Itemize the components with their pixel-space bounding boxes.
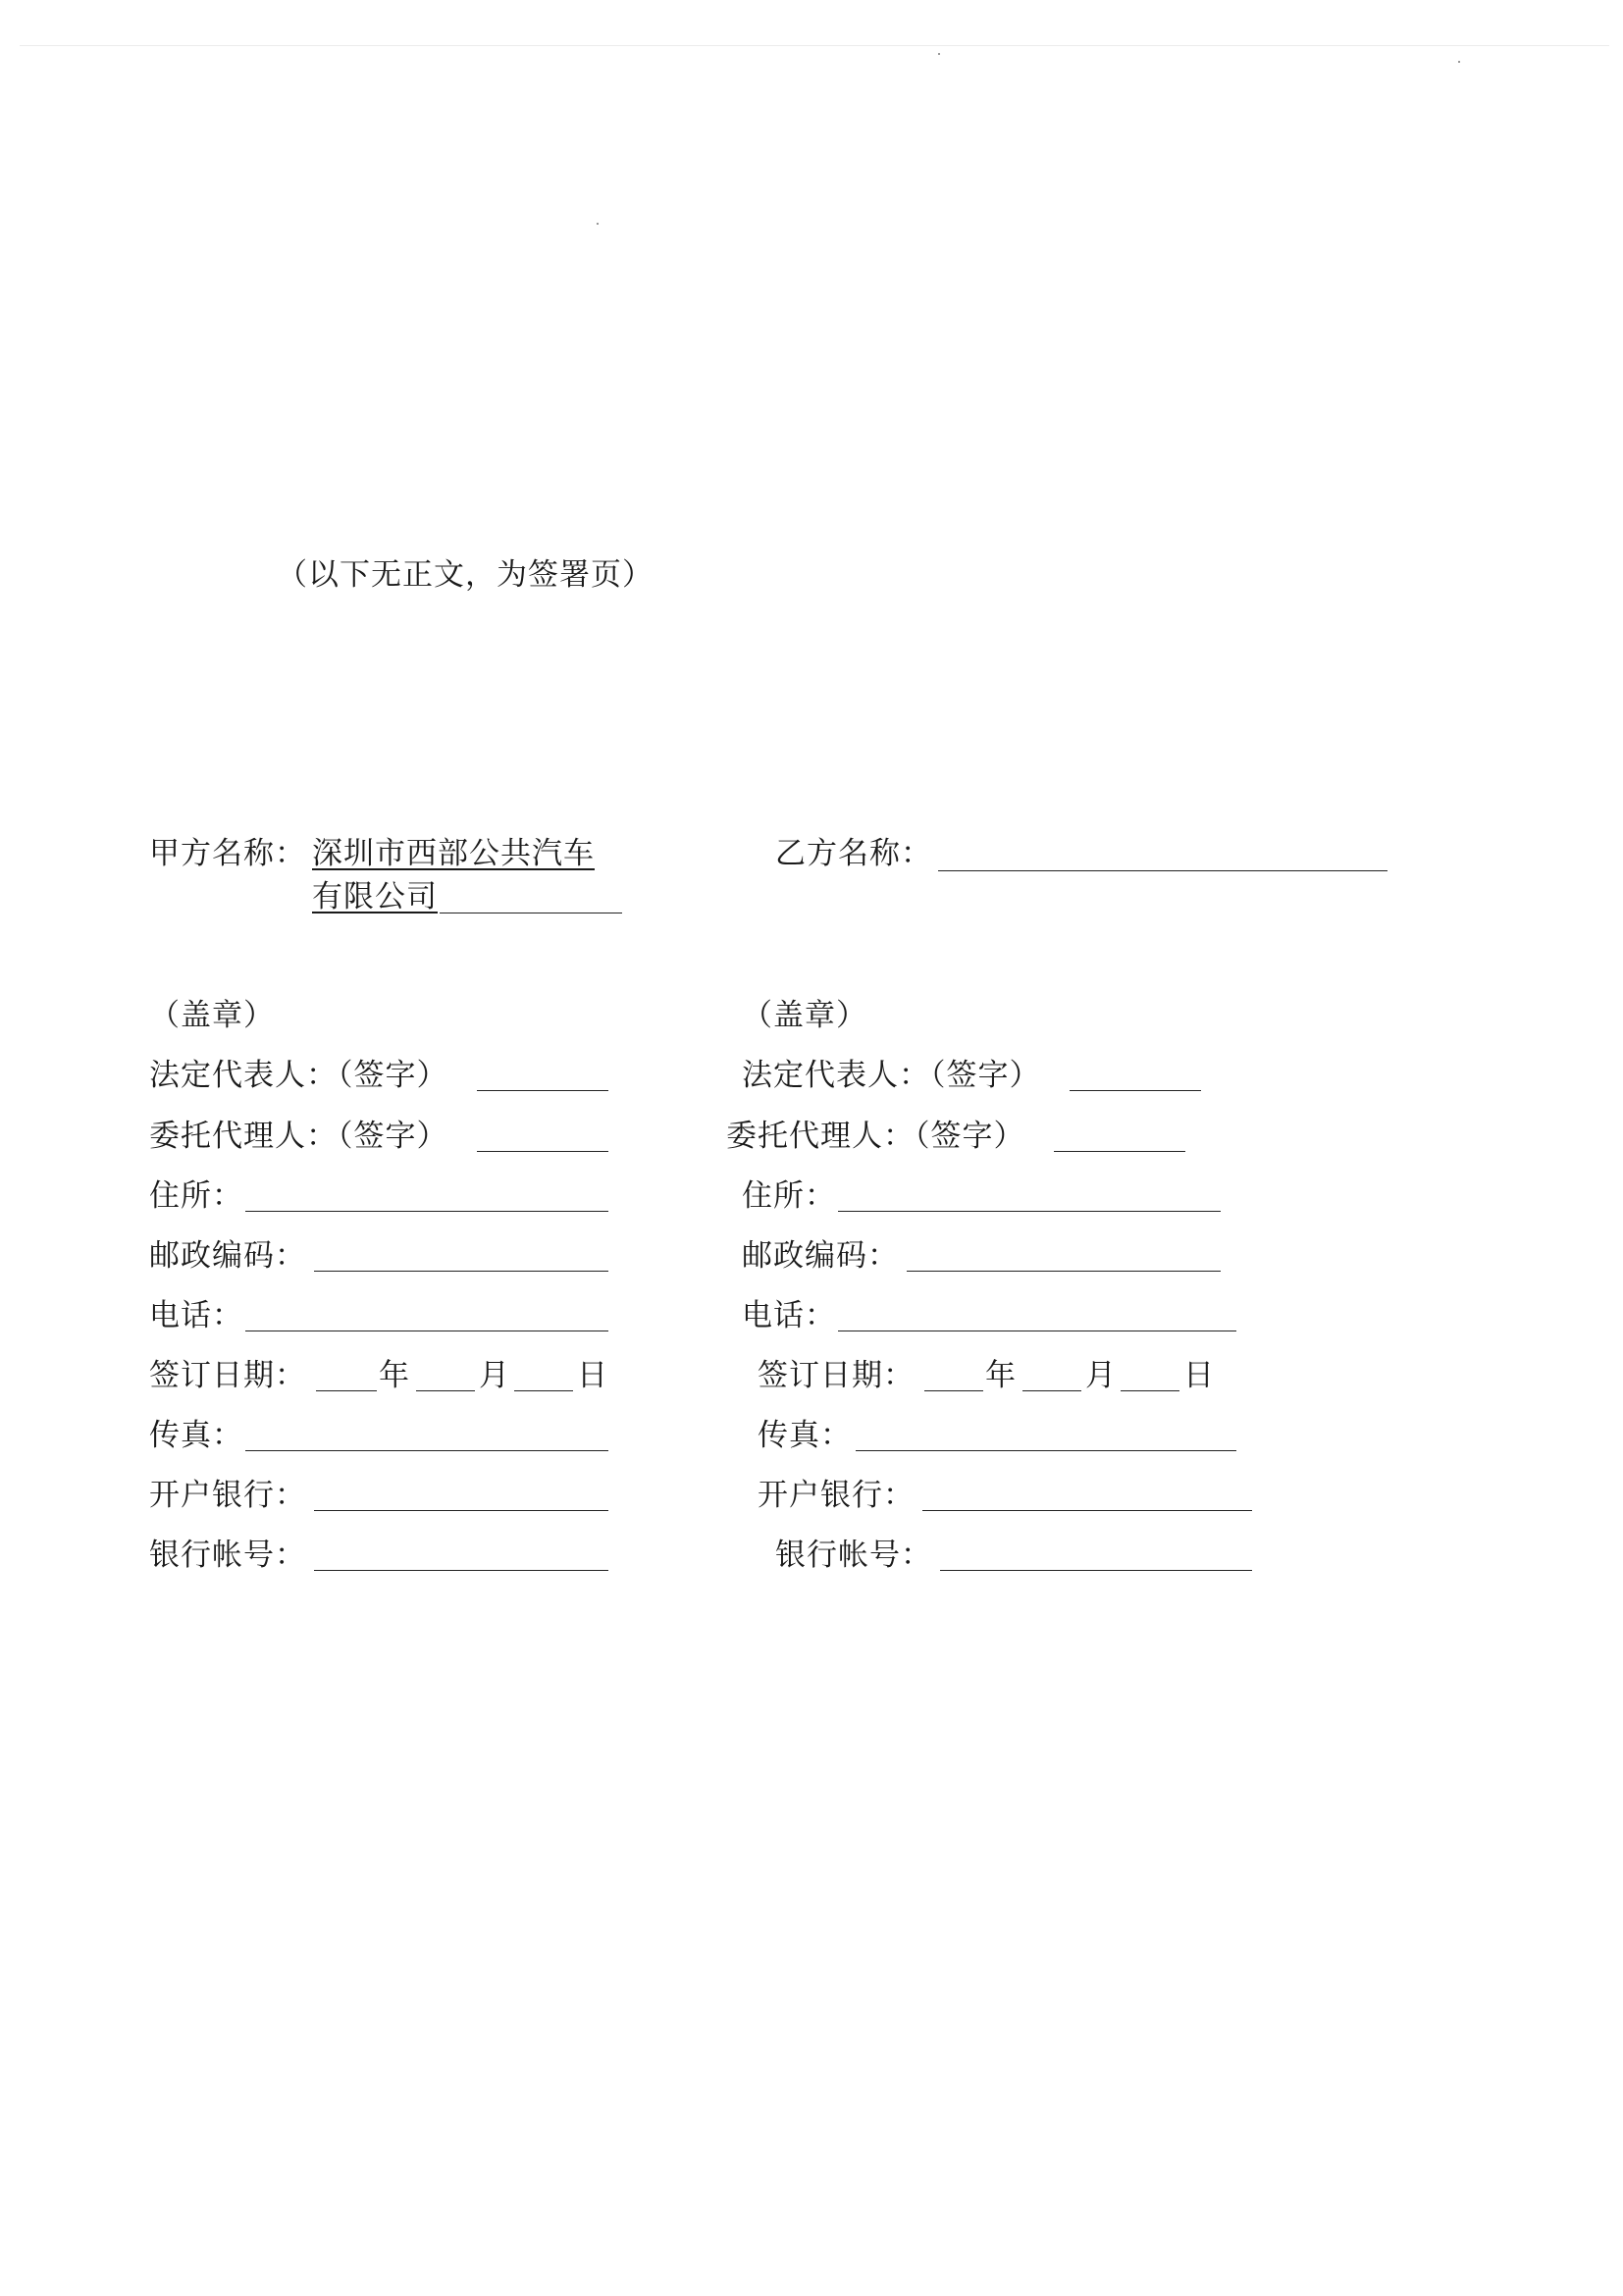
party-a-date-day-field[interactable] xyxy=(514,1390,573,1391)
party-b-bank-label: 开户银行： xyxy=(758,1478,915,1513)
party-a-postcode-label: 邮政编码： xyxy=(149,1238,306,1274)
party-b-postcode-label: 邮政编码： xyxy=(742,1238,899,1274)
party-a-legal-rep-field[interactable] xyxy=(477,1090,608,1091)
intro-note: （以下无正文，为签署页） xyxy=(277,557,654,593)
party-a-phone-label: 电话： xyxy=(149,1298,243,1333)
party-a-address-label: 住所： xyxy=(149,1178,243,1214)
party-b-fax-label: 传真： xyxy=(758,1418,852,1453)
party-b-seal: （盖章） xyxy=(742,998,867,1033)
party-a-date-year-unit: 年 xyxy=(379,1358,410,1393)
party-a-fax-field[interactable] xyxy=(245,1450,608,1451)
party-b-postcode-field[interactable] xyxy=(907,1271,1221,1272)
party-a-fax-label: 传真： xyxy=(149,1418,243,1453)
scan-speck xyxy=(938,53,940,55)
party-a-date-month-unit: 月 xyxy=(479,1358,510,1393)
party-a-date-year-field[interactable] xyxy=(316,1390,377,1391)
party-a-name-label: 甲方名称： xyxy=(149,836,306,871)
party-b-date-day-field[interactable] xyxy=(1121,1390,1179,1391)
party-b-bank-field[interactable] xyxy=(922,1510,1252,1511)
party-b-legal-rep-label: 法定代表人：（签字） xyxy=(742,1058,1041,1093)
party-b-name-field[interactable] xyxy=(938,870,1387,871)
party-b-address-label: 住所： xyxy=(742,1178,836,1214)
party-b-fax-field[interactable] xyxy=(856,1450,1236,1451)
party-a-date-month-field[interactable] xyxy=(416,1390,475,1391)
scan-speck xyxy=(1458,61,1460,63)
party-a-address-field[interactable] xyxy=(245,1211,608,1212)
scan-speck xyxy=(597,223,599,225)
scan-edge-line xyxy=(20,45,1609,46)
party-b-account-label: 银行帐号： xyxy=(775,1538,932,1573)
party-b-date-year-field[interactable] xyxy=(924,1390,983,1391)
party-a-account-label: 银行帐号： xyxy=(149,1538,306,1573)
party-b-phone-label: 电话： xyxy=(742,1298,836,1333)
party-a-seal: （盖章） xyxy=(149,998,275,1033)
party-b-name-label: 乙方名称： xyxy=(775,836,932,871)
party-b-sign-date-label: 签订日期： xyxy=(758,1358,915,1393)
party-a-agent-label: 委托代理人：（签字） xyxy=(149,1119,448,1154)
party-a-name-line2: 有限公司 xyxy=(312,879,438,914)
party-a-name-line1: 深圳市西部公共汽车 xyxy=(312,836,595,871)
party-a-agent-field[interactable] xyxy=(477,1151,608,1152)
party-a-account-field[interactable] xyxy=(314,1570,608,1571)
party-a-postcode-field[interactable] xyxy=(314,1271,608,1272)
party-a-legal-rep-label: 法定代表人：（签字） xyxy=(149,1058,448,1093)
party-b-agent-label: 委托代理人：（签字） xyxy=(726,1119,1025,1154)
party-b-legal-rep-field[interactable] xyxy=(1070,1090,1201,1091)
party-b-account-field[interactable] xyxy=(940,1570,1252,1571)
party-a-bank-field[interactable] xyxy=(314,1510,608,1511)
party-a-bank-label: 开户银行： xyxy=(149,1478,306,1513)
party-a-sign-date-label: 签订日期： xyxy=(149,1358,306,1393)
party-b-date-day-unit: 日 xyxy=(1183,1358,1215,1393)
party-b-date-month-unit: 月 xyxy=(1085,1358,1117,1393)
party-a-date-day-unit: 日 xyxy=(577,1358,608,1393)
party-b-date-month-field[interactable] xyxy=(1022,1390,1081,1391)
party-b-address-field[interactable] xyxy=(838,1211,1221,1212)
party-b-date-year-unit: 年 xyxy=(985,1358,1017,1393)
party-b-agent-field[interactable] xyxy=(1054,1151,1185,1152)
